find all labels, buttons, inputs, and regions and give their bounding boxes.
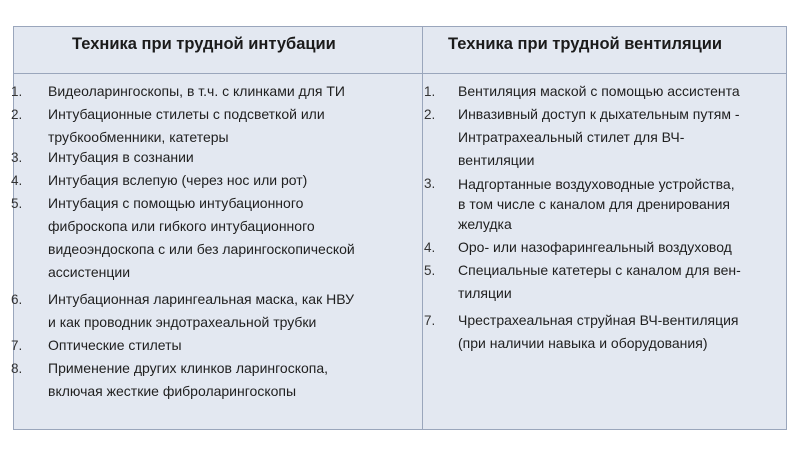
list-item [422,236,786,259]
list-item [11,334,419,357]
list-item [422,309,786,355]
list-item [11,149,419,166]
item-number: 3. [424,176,436,191]
item-text: вентиляции [458,152,535,168]
item-text: Вентиляция маской с помощью ассистента [458,83,740,99]
item-text: включая жесткие фиброларингоскопы [48,383,297,399]
list-item [11,192,419,284]
comparison-table [13,26,787,430]
item-text: Инвазивный доступ к дыхательным путям - [458,106,740,122]
list-item [11,80,419,103]
list-item [422,174,786,234]
item-text: Чрестрахеальная струйная ВЧ-вентиляция [458,312,739,328]
header-divider [14,73,786,74]
item-text: Интратрахеальный стилет для ВЧ- [458,129,685,145]
item-text: в том числе с каналом для дренирования [458,196,730,212]
item-number: 2. [424,107,436,122]
ventilation-technique-list [422,80,786,355]
item-text: Интубационная ларингеальная маска, как НВУ [48,291,354,307]
item-text: Надгортанные воздуховодные устройства, [458,176,735,192]
list-item [11,288,419,334]
item-text: Интубация в сознании [48,149,194,165]
list-item [11,169,419,192]
item-text: трубкообменники, катетеры [48,129,229,145]
item-number: 8. [11,361,23,376]
list-item [422,80,786,103]
item-text: желудка [458,216,512,232]
item-number: 5. [424,263,436,278]
item-number: 6. [11,292,23,307]
item-number: 2. [11,107,23,122]
list-item [422,103,786,172]
right-column-header: Техника при трудной вентиляции [448,35,723,53]
item-number: 1. [424,84,436,99]
list-item [11,103,419,149]
item-text: тиляции [458,285,512,301]
left-column-header: Техника при трудной интубации [72,35,336,53]
item-text: и как проводник эндотрахеальной трубки [48,314,317,330]
item-number: 3. [11,150,23,165]
item-number: 4. [11,173,23,188]
item-text: Интубация с помощью интубационного [48,195,304,211]
item-text: (при наличии навыка и оборудования) [458,335,708,351]
list-item [11,357,419,403]
item-number: 4. [424,240,436,255]
item-number: 1. [11,84,23,99]
item-text: Применение других клинков ларингоскопа, [48,360,329,376]
list-item [422,259,786,305]
item-number: 7. [11,338,23,353]
intubation-technique-list [11,80,419,403]
item-text: видеоэндоскопа с или без ларингоскопической [48,241,355,257]
item-text: Оптические стилеты [48,337,182,353]
item-text: Оро- или назофарингеальный воздуховод [458,239,732,255]
item-number: 5. [11,196,23,211]
item-text: Видеоларингоскопы, в т.ч. с клинками для ТИ [48,83,345,99]
item-text: ассистенции [48,264,131,280]
item-text: Интубация вслепую (через нос или рот) [48,172,308,188]
item-text: фиброскопа или гибкого интубационного [48,218,315,234]
item-text: Специальные катетеры с каналом для вен- [458,262,741,278]
item-text: Интубационные стилеты с подсветкой или [48,106,325,122]
item-number: 7. [424,313,436,328]
